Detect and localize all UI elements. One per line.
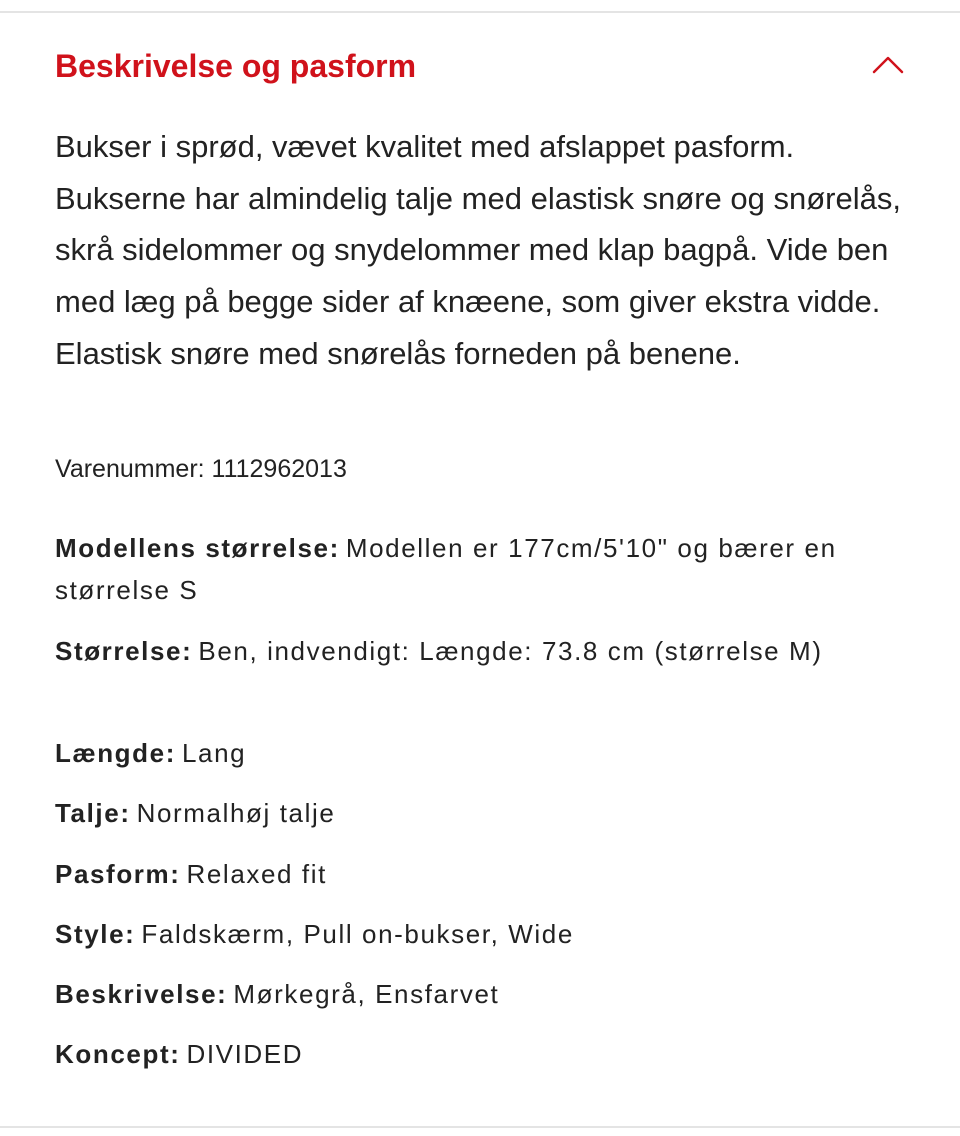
attribute-label: Pasform: (55, 859, 181, 889)
attribute-value: Mørkegrå, Ensfarvet (233, 979, 500, 1009)
accordion-header-description-fit[interactable] (0, 28, 960, 104)
attribute-value: Normalhøj talje (136, 798, 336, 828)
attribute-label: Style: (55, 919, 136, 949)
attribute-length (55, 732, 905, 774)
attribute-label: Talje: (55, 798, 131, 828)
article-number: Varenummer: 1112962013 (55, 455, 347, 483)
top-divider (0, 11, 960, 13)
attribute-value: Ben, indvendigt: Længde: 73.8 cm (størrelse M) (198, 636, 823, 666)
attribute-style (55, 913, 905, 955)
attribute-label: Længde: (55, 738, 176, 768)
attribute-label: Koncept: (55, 1039, 181, 1069)
attribute-label: Størrelse: (55, 636, 193, 666)
attribute-value: Faldskærm, Pull on-bukser, Wide (141, 919, 574, 949)
attribute-concept (55, 1033, 905, 1075)
attribute-value: Relaxed fit (186, 859, 327, 889)
attribute-waist (55, 792, 905, 834)
attribute-value: Lang (181, 738, 247, 768)
bottom-divider (0, 1126, 960, 1128)
attribute-value: Modellen er 177cm/5'10" og bærer en størrelse S (55, 533, 837, 605)
attribute-description (55, 973, 905, 1015)
attribute-size (55, 630, 905, 672)
chevron-up-icon[interactable] (870, 50, 906, 80)
attribute-label: Modellens størrelse: (55, 533, 340, 563)
attribute-value: DIVIDED (186, 1039, 304, 1069)
attribute-fit (55, 853, 905, 895)
attribute-model-size (55, 527, 905, 611)
attribute-label: Beskrivelse: (55, 979, 228, 1009)
accordion-title: Beskrivelse og pasform (55, 48, 417, 84)
product-description: Bukser i sprød, vævet kvalitet med afslappet pasform. Bukserne har almindelig talje med elastisk snøre og snørelås, skrå sidelommer og snydelommer med klap bagpå. Vide ben med læg på begge sider af knæene, som giver ekstra vidde. Elastisk snøre med snørelås forneden på benene. (55, 129, 901, 371)
